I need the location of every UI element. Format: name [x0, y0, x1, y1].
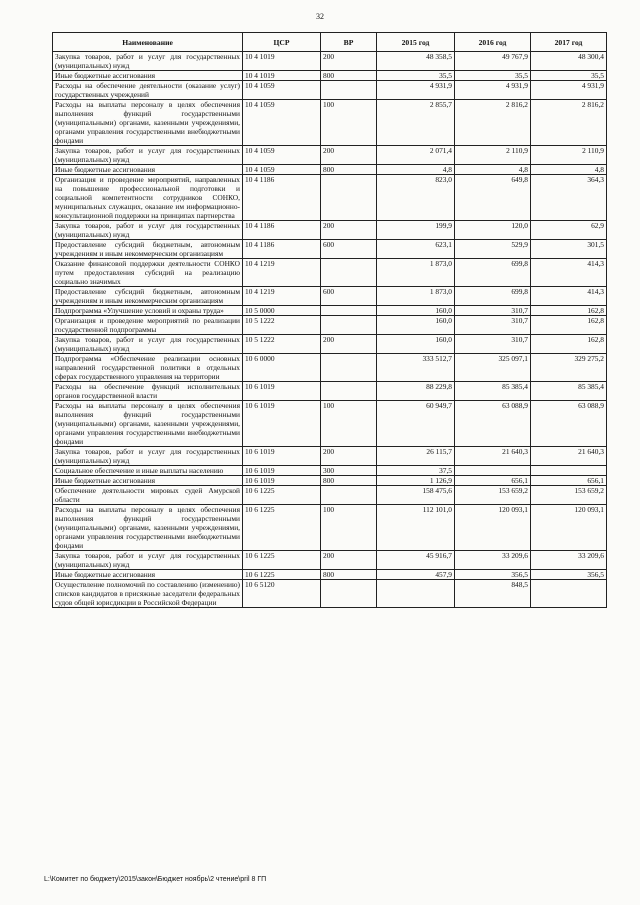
cell-vr: 300	[321, 466, 377, 476]
cell-2016: 4 931,9	[455, 81, 531, 100]
cell-vr: 200	[321, 551, 377, 570]
cell-2016: 310,7	[455, 306, 531, 316]
cell-2015: 4,8	[377, 165, 455, 175]
cell-2015: 160,0	[377, 335, 455, 354]
cell-csr: 10 4 1059	[243, 146, 321, 165]
cell-2017: 656,1	[531, 476, 607, 486]
cell-2015: 37,5	[377, 466, 455, 476]
cell-2015: 823,0	[377, 175, 455, 221]
cell-name: Организация и проведение мероприятий по реализации государственной подпрограммы	[53, 316, 243, 335]
cell-vr: 800	[321, 71, 377, 81]
cell-2017: 62,9	[531, 221, 607, 240]
cell-vr	[321, 382, 377, 401]
cell-2015: 160,0	[377, 316, 455, 335]
cell-2017: 35,5	[531, 71, 607, 81]
table-row	[53, 71, 607, 81]
table-row	[53, 240, 607, 259]
cell-vr	[321, 580, 377, 608]
cell-name: Социальное обеспечение и иные выплаты населению	[53, 466, 243, 476]
cell-2015: 88 229,8	[377, 382, 455, 401]
cell-csr: 10 6 1225	[243, 551, 321, 570]
table-row	[53, 335, 607, 354]
cell-name: Предоставление субсидий бюджетным, автономным учреждениям и иным некоммерческим организациям	[53, 240, 243, 259]
cell-2017: 2 110,9	[531, 146, 607, 165]
cell-2015: 160,0	[377, 306, 455, 316]
cell-vr: 100	[321, 401, 377, 447]
cell-2017: 2 816,2	[531, 100, 607, 146]
table-row	[53, 354, 607, 382]
cell-name: Закупка товаров, работ и услуг для государственных (муниципальных) нужд	[53, 551, 243, 570]
table-row	[53, 401, 607, 447]
cell-2015: 48 358,5	[377, 52, 455, 71]
cell-2016: 310,7	[455, 316, 531, 335]
table-row	[53, 221, 607, 240]
table-row	[53, 505, 607, 551]
cell-2015: 623,1	[377, 240, 455, 259]
cell-csr: 10 6 1019	[243, 382, 321, 401]
cell-2015: 112 101,0	[377, 505, 455, 551]
table-row	[53, 570, 607, 580]
table-row	[53, 100, 607, 146]
cell-2016: 35,5	[455, 71, 531, 81]
cell-2016: 21 640,3	[455, 447, 531, 466]
cell-2017: 85 385,4	[531, 382, 607, 401]
cell-csr: 10 4 1019	[243, 71, 321, 81]
cell-name: Подпрограмма «Улучшение условий и охраны труда»	[53, 306, 243, 316]
cell-name: Осуществление полномочий по составлению (изменению) списков кандидатов в присяжные заседатели федеральных судов общей юрисдикции в Российской Федерации	[53, 580, 243, 608]
table-body	[53, 52, 607, 608]
cell-2016: 33 209,6	[455, 551, 531, 570]
cell-vr: 200	[321, 221, 377, 240]
cell-2017: 63 088,9	[531, 401, 607, 447]
cell-2016: 699,8	[455, 287, 531, 306]
table-row	[53, 316, 607, 335]
cell-vr: 800	[321, 476, 377, 486]
table-row	[53, 165, 607, 175]
cell-name: Расходы на выплаты персоналу в целях обеспечения выполнения функций государственными (муниципальными) органами, казенными учреждениями, органами управления государственными внебюджетными фондами	[53, 505, 243, 551]
cell-2017	[531, 580, 607, 608]
table-row	[53, 486, 607, 505]
cell-csr: 10 6 1019	[243, 447, 321, 466]
cell-vr	[321, 354, 377, 382]
table-row	[53, 551, 607, 570]
cell-name: Расходы на обеспечение функций исполнительных органов государственной власти	[53, 382, 243, 401]
page-number: 32	[316, 12, 324, 21]
cell-2015: 1 126,9	[377, 476, 455, 486]
cell-2015: 1 873,0	[377, 287, 455, 306]
table-row	[53, 447, 607, 466]
cell-2015: 2 855,7	[377, 100, 455, 146]
cell-vr: 200	[321, 447, 377, 466]
table-row	[53, 146, 607, 165]
header-csr: ЦСР	[243, 33, 321, 52]
cell-2016: 356,5	[455, 570, 531, 580]
table-row	[53, 287, 607, 306]
cell-2017: 33 209,6	[531, 551, 607, 570]
cell-2015: 26 115,7	[377, 447, 455, 466]
cell-csr: 10 4 1186	[243, 175, 321, 221]
cell-vr: 100	[321, 100, 377, 146]
cell-vr: 800	[321, 570, 377, 580]
cell-2017: 153 659,2	[531, 486, 607, 505]
cell-vr: 600	[321, 240, 377, 259]
cell-vr: 600	[321, 287, 377, 306]
header-2016: 2016 год	[455, 33, 531, 52]
cell-name: Обеспечение деятельности мировых судей Амурской области	[53, 486, 243, 505]
header-name: Наименование	[53, 33, 243, 52]
cell-2017: 356,5	[531, 570, 607, 580]
cell-2017: 364,3	[531, 175, 607, 221]
cell-2016	[455, 466, 531, 476]
table-header-row	[53, 33, 607, 52]
cell-2016: 2 816,2	[455, 100, 531, 146]
cell-vr	[321, 316, 377, 335]
cell-csr: 10 5 0000	[243, 306, 321, 316]
table-row	[53, 466, 607, 476]
cell-2016: 656,1	[455, 476, 531, 486]
cell-vr	[321, 175, 377, 221]
cell-csr: 10 4 1019	[243, 52, 321, 71]
cell-2016: 325 097,1	[455, 354, 531, 382]
table-row	[53, 476, 607, 486]
cell-2015: 60 949,7	[377, 401, 455, 447]
cell-2017: 414,3	[531, 259, 607, 287]
cell-csr: 10 6 1019	[243, 466, 321, 476]
cell-csr: 10 6 1019	[243, 401, 321, 447]
cell-name: Организация и проведение мероприятий, направленных на повышение профессиональной подготовки и социальной компетентности сотрудников СОНКО, муниципальных служащих, оказание им информационно-консультационной поддержки на принципах партнерства	[53, 175, 243, 221]
cell-csr: 10 4 1186	[243, 240, 321, 259]
table-row	[53, 306, 607, 316]
table-row	[53, 81, 607, 100]
cell-2015	[377, 580, 455, 608]
cell-vr	[321, 306, 377, 316]
cell-2016: 848,5	[455, 580, 531, 608]
cell-name: Расходы на обеспечение деятельности (оказание услуг) государственных учреждений	[53, 81, 243, 100]
cell-name: Предоставление субсидий бюджетным, автономным учреждениям и иным некоммерческим организациям	[53, 287, 243, 306]
cell-2017	[531, 466, 607, 476]
cell-csr: 10 4 1059	[243, 100, 321, 146]
cell-csr: 10 6 1225	[243, 505, 321, 551]
cell-csr: 10 4 1219	[243, 287, 321, 306]
cell-name: Иные бюджетные ассигнования	[53, 165, 243, 175]
cell-vr	[321, 81, 377, 100]
cell-csr: 10 6 5120	[243, 580, 321, 608]
cell-csr: 10 6 0000	[243, 354, 321, 382]
cell-csr: 10 4 1059	[243, 81, 321, 100]
cell-name: Закупка товаров, работ и услуг для государственных (муниципальных) нужд	[53, 447, 243, 466]
header-2015: 2015 год	[377, 33, 455, 52]
cell-2015: 45 916,7	[377, 551, 455, 570]
cell-2015: 158 475,6	[377, 486, 455, 505]
cell-csr: 10 4 1186	[243, 221, 321, 240]
cell-name: Оказание финансовой поддержки деятельности СОНКО путем предоставления субсидий на реализацию социально значимых	[53, 259, 243, 287]
cell-name: Расходы на выплаты персоналу в целях обеспечения выполнения функций государственными (муниципальными) органами, казенными учреждениями, органами управления государственными внебюджетными фондами	[53, 401, 243, 447]
cell-name: Иные бюджетные ассигнования	[53, 71, 243, 81]
cell-2015: 35,5	[377, 71, 455, 81]
cell-vr: 200	[321, 335, 377, 354]
cell-name: Расходы на выплаты персоналу в целях обеспечения выполнения функций государственными (муниципальными) органами, казенными учреждениями, органами управления государственными внебюджетными фондами	[53, 100, 243, 146]
cell-name: Иные бюджетные ассигнования	[53, 570, 243, 580]
cell-name: Закупка товаров, работ и услуг для государственных (муниципальных) нужд	[53, 335, 243, 354]
cell-2016: 2 110,9	[455, 146, 531, 165]
cell-2016: 699,8	[455, 259, 531, 287]
cell-vr	[321, 259, 377, 287]
cell-csr: 10 6 1019	[243, 476, 321, 486]
cell-csr: 10 6 1225	[243, 486, 321, 505]
cell-2017: 162,8	[531, 316, 607, 335]
cell-csr: 10 4 1059	[243, 165, 321, 175]
cell-vr: 100	[321, 505, 377, 551]
cell-2017: 21 640,3	[531, 447, 607, 466]
cell-name: Закупка товаров, работ и услуг для государственных (муниципальных) нужд	[53, 221, 243, 240]
cell-vr: 800	[321, 165, 377, 175]
cell-2016: 4,8	[455, 165, 531, 175]
header-vr: ВР	[321, 33, 377, 52]
cell-2015: 457,9	[377, 570, 455, 580]
header-2017: 2017 год	[531, 33, 607, 52]
cell-2015: 4 931,9	[377, 81, 455, 100]
cell-2017: 301,5	[531, 240, 607, 259]
budget-table	[52, 32, 607, 608]
table-row	[53, 382, 607, 401]
cell-2016: 120,0	[455, 221, 531, 240]
cell-csr: 10 4 1219	[243, 259, 321, 287]
cell-2017: 162,8	[531, 306, 607, 316]
cell-csr: 10 6 1225	[243, 570, 321, 580]
cell-csr: 10 5 1222	[243, 316, 321, 335]
cell-2016: 63 088,9	[455, 401, 531, 447]
cell-2016: 153 659,2	[455, 486, 531, 505]
cell-2016: 529,9	[455, 240, 531, 259]
cell-vr: 200	[321, 52, 377, 71]
table-row	[53, 52, 607, 71]
cell-2017: 120 093,1	[531, 505, 607, 551]
cell-name: Подпрограмма «Обеспечение реализации основных направлений государственной политики в отдельных сферах государственного управления на территории	[53, 354, 243, 382]
cell-2016: 310,7	[455, 335, 531, 354]
cell-name: Закупка товаров, работ и услуг для государственных (муниципальных) нужд	[53, 52, 243, 71]
footer-file-path: L:\Комитет по бюджету\2015\закон\Бюджет ноябрь\2 чтение\pril 8 ГП	[44, 876, 267, 883]
cell-2016: 120 093,1	[455, 505, 531, 551]
cell-2016: 649,8	[455, 175, 531, 221]
cell-2015: 1 873,0	[377, 259, 455, 287]
cell-2015: 2 071,4	[377, 146, 455, 165]
cell-name: Закупка товаров, работ и услуг для государственных (муниципальных) нужд	[53, 146, 243, 165]
cell-2017: 414,3	[531, 287, 607, 306]
cell-2015: 199,9	[377, 221, 455, 240]
cell-vr: 200	[321, 146, 377, 165]
cell-2017: 162,8	[531, 335, 607, 354]
cell-2016: 49 767,9	[455, 52, 531, 71]
cell-2017: 48 300,4	[531, 52, 607, 71]
table-row	[53, 175, 607, 221]
table-row	[53, 259, 607, 287]
cell-csr: 10 5 1222	[243, 335, 321, 354]
cell-2016: 85 385,4	[455, 382, 531, 401]
cell-2015: 333 512,7	[377, 354, 455, 382]
cell-vr	[321, 486, 377, 505]
cell-2017: 4,8	[531, 165, 607, 175]
table-row	[53, 580, 607, 608]
cell-name: Иные бюджетные ассигнования	[53, 476, 243, 486]
cell-2017: 4 931,9	[531, 81, 607, 100]
cell-2017: 329 275,2	[531, 354, 607, 382]
